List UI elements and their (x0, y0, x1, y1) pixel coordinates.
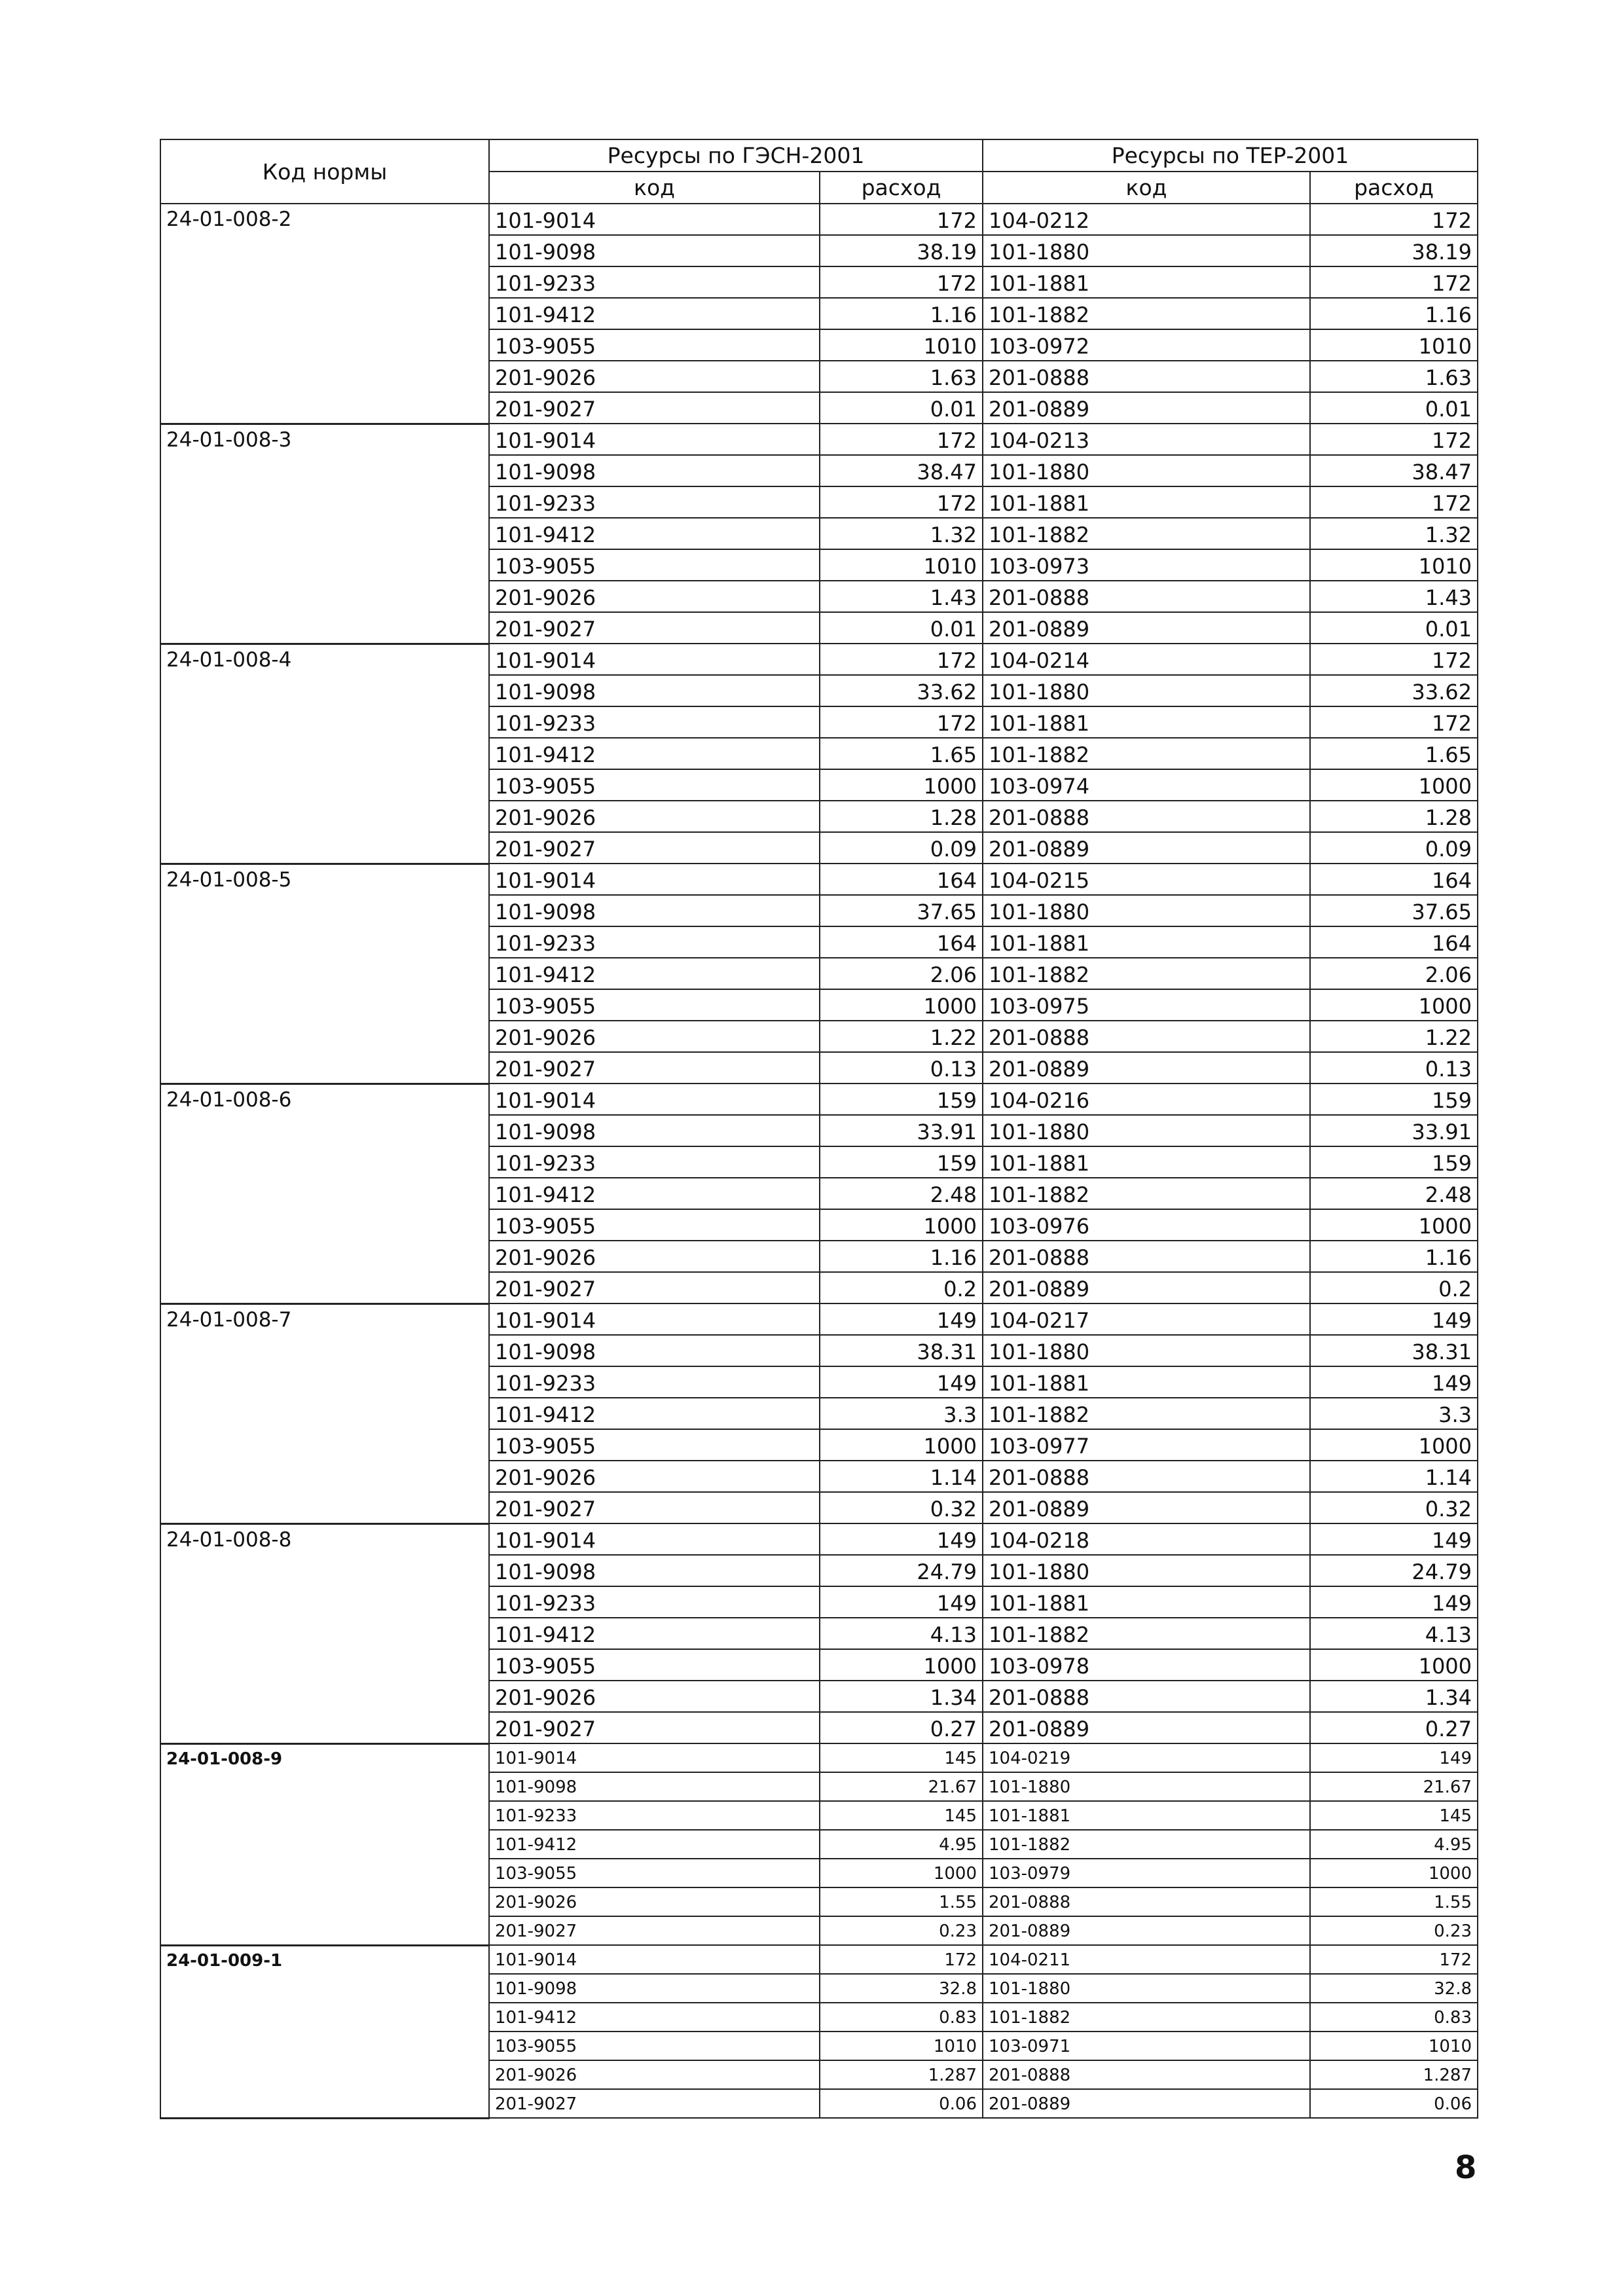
ter-consumption-cell: 2.06 (1310, 958, 1478, 989)
ter-code-cell: 101-1880 (983, 235, 1310, 266)
gesn-consumption-cell: 1.32 (820, 518, 983, 549)
gesn-consumption-cell: 1000 (820, 1209, 983, 1241)
ter-code-cell: 201-0889 (983, 1492, 1310, 1523)
ter-consumption-cell: 172 (1310, 644, 1478, 675)
table-body (160, 204, 1478, 2118)
gesn-code-cell: 101-9098 (489, 1974, 820, 2003)
ter-code-cell: 101-1881 (983, 926, 1310, 958)
resources-table (160, 139, 1478, 2119)
ter-consumption-cell: 0.27 (1310, 1712, 1478, 1743)
header-norm-code: Код нормы (160, 139, 489, 204)
ter-consumption-cell: 1000 (1310, 769, 1478, 801)
ter-code-cell: 103-0974 (983, 769, 1310, 801)
gesn-consumption-cell: 1.65 (820, 738, 983, 769)
ter-code-cell: 101-1880 (983, 1115, 1310, 1146)
table-row (160, 644, 1478, 675)
gesn-consumption-cell: 21.67 (820, 1772, 983, 1801)
gesn-code-cell: 101-9412 (489, 1830, 820, 1859)
ter-consumption-cell: 172 (1310, 706, 1478, 738)
ter-consumption-cell: 0.23 (1310, 1916, 1478, 1945)
ter-consumption-cell: 3.3 (1310, 1398, 1478, 1429)
ter-consumption-cell: 1.32 (1310, 518, 1478, 549)
header-ter-consumption: расход (1310, 172, 1478, 204)
gesn-consumption-cell: 172 (820, 204, 983, 235)
page-number: 8 (1455, 2149, 1477, 2186)
ter-consumption-cell: 1.16 (1310, 1241, 1478, 1272)
ter-code-cell: 201-0888 (983, 361, 1310, 392)
gesn-code-cell: 101-9014 (489, 1743, 820, 1772)
gesn-consumption-cell: 164 (820, 864, 983, 895)
table-header (160, 139, 1478, 204)
ter-code-cell: 104-0219 (983, 1743, 1310, 1772)
ter-code-cell: 101-1880 (983, 1772, 1310, 1801)
ter-consumption-cell: 0.83 (1310, 2003, 1478, 2032)
gesn-code-cell: 201-9026 (489, 1241, 820, 1272)
gesn-consumption-cell: 172 (820, 424, 983, 455)
ter-consumption-cell: 33.91 (1310, 1115, 1478, 1146)
gesn-code-cell: 101-9098 (489, 235, 820, 266)
ter-code-cell: 101-1882 (983, 738, 1310, 769)
gesn-consumption-cell: 33.62 (820, 675, 983, 706)
ter-consumption-cell: 1.22 (1310, 1021, 1478, 1052)
gesn-consumption-cell: 1.22 (820, 1021, 983, 1052)
ter-consumption-cell: 1000 (1310, 1209, 1478, 1241)
gesn-consumption-cell: 37.65 (820, 895, 983, 926)
ter-consumption-cell: 1.65 (1310, 738, 1478, 769)
ter-code-cell: 201-0889 (983, 1712, 1310, 1743)
ter-consumption-cell: 1000 (1310, 1649, 1478, 1681)
ter-code-cell: 103-0978 (983, 1649, 1310, 1681)
ter-consumption-cell: 1.55 (1310, 1887, 1478, 1916)
ter-code-cell: 101-1882 (983, 1398, 1310, 1429)
ter-code-cell: 201-0889 (983, 1272, 1310, 1303)
gesn-code-cell: 101-9098 (489, 675, 820, 706)
gesn-code-cell: 201-9026 (489, 1681, 820, 1712)
ter-code-cell: 101-1880 (983, 1335, 1310, 1366)
gesn-consumption-cell: 159 (820, 1146, 983, 1178)
header-gesn-resources: Ресурсы по ГЭСН-2001 (489, 139, 983, 172)
gesn-code-cell: 101-9014 (489, 1084, 820, 1115)
ter-consumption-cell: 33.62 (1310, 675, 1478, 706)
gesn-code-cell: 201-9027 (489, 832, 820, 864)
ter-code-cell: 201-0888 (983, 1021, 1310, 1052)
norm-code-cell: 24-01-008-5 (160, 864, 489, 1084)
ter-code-cell: 101-1882 (983, 958, 1310, 989)
ter-code-cell: 101-1882 (983, 1178, 1310, 1209)
gesn-consumption-cell: 1.63 (820, 361, 983, 392)
table-row (160, 1523, 1478, 1555)
ter-code-cell: 103-0971 (983, 2032, 1310, 2060)
gesn-code-cell: 101-9098 (489, 1555, 820, 1586)
gesn-consumption-cell: 38.31 (820, 1335, 983, 1366)
ter-code-cell: 101-1882 (983, 1618, 1310, 1649)
table-row (160, 1945, 1478, 1974)
gesn-code-cell: 103-9055 (489, 1429, 820, 1461)
ter-code-cell: 101-1882 (983, 518, 1310, 549)
ter-consumption-cell: 172 (1310, 266, 1478, 298)
gesn-code-cell: 101-9412 (489, 738, 820, 769)
ter-code-cell: 101-1882 (983, 298, 1310, 329)
ter-consumption-cell: 1.287 (1310, 2060, 1478, 2089)
gesn-code-cell: 201-9027 (489, 1916, 820, 1945)
ter-code-cell: 104-0213 (983, 424, 1310, 455)
gesn-consumption-cell: 149 (820, 1303, 983, 1335)
ter-consumption-cell: 1000 (1310, 1859, 1478, 1887)
gesn-consumption-cell: 2.06 (820, 958, 983, 989)
ter-code-cell: 201-0889 (983, 612, 1310, 644)
gesn-code-cell: 103-9055 (489, 989, 820, 1021)
gesn-consumption-cell: 149 (820, 1366, 983, 1398)
gesn-consumption-cell: 0.83 (820, 2003, 983, 2032)
ter-consumption-cell: 1.28 (1310, 801, 1478, 832)
gesn-code-cell: 101-9233 (489, 1146, 820, 1178)
ter-consumption-cell: 172 (1310, 1945, 1478, 1974)
gesn-consumption-cell: 0.23 (820, 1916, 983, 1945)
ter-consumption-cell: 32.8 (1310, 1974, 1478, 2003)
ter-consumption-cell: 1000 (1310, 1429, 1478, 1461)
gesn-consumption-cell: 1000 (820, 1649, 983, 1681)
gesn-code-cell: 201-9027 (489, 392, 820, 424)
gesn-consumption-cell: 145 (820, 1743, 983, 1772)
header-ter-resources: Ресурсы по ТЕР-2001 (983, 139, 1478, 172)
ter-code-cell: 101-1881 (983, 706, 1310, 738)
gesn-consumption-cell: 172 (820, 266, 983, 298)
table-row (160, 1084, 1478, 1115)
gesn-consumption-cell: 1000 (820, 769, 983, 801)
gesn-consumption-cell: 4.95 (820, 1830, 983, 1859)
gesn-consumption-cell: 172 (820, 644, 983, 675)
ter-code-cell: 104-0216 (983, 1084, 1310, 1115)
header-gesn-code: код (489, 172, 820, 204)
ter-code-cell: 101-1880 (983, 1555, 1310, 1586)
ter-code-cell: 201-0889 (983, 1052, 1310, 1084)
gesn-code-cell: 101-9233 (489, 706, 820, 738)
gesn-consumption-cell: 0.2 (820, 1272, 983, 1303)
ter-code-cell: 104-0214 (983, 644, 1310, 675)
gesn-consumption-cell: 1010 (820, 2032, 983, 2060)
ter-consumption-cell: 1.14 (1310, 1461, 1478, 1492)
ter-code-cell: 201-0888 (983, 1241, 1310, 1272)
gesn-code-cell: 101-9412 (489, 2003, 820, 2032)
gesn-consumption-cell: 1.16 (820, 298, 983, 329)
gesn-code-cell: 101-9233 (489, 266, 820, 298)
norm-code-cell: 24-01-008-6 (160, 1084, 489, 1303)
ter-code-cell: 101-1882 (983, 1830, 1310, 1859)
gesn-consumption-cell: 0.01 (820, 612, 983, 644)
table-row (160, 204, 1478, 235)
gesn-code-cell: 101-9098 (489, 1772, 820, 1801)
gesn-code-cell: 101-9233 (489, 926, 820, 958)
gesn-code-cell: 101-9098 (489, 1115, 820, 1146)
gesn-code-cell: 101-9014 (489, 1945, 820, 1974)
norm-code-cell: 24-01-008-7 (160, 1303, 489, 1523)
ter-consumption-cell: 149 (1310, 1366, 1478, 1398)
ter-consumption-cell: 145 (1310, 1801, 1478, 1830)
gesn-consumption-cell: 32.8 (820, 1974, 983, 2003)
norm-code-cell: 24-01-008-4 (160, 644, 489, 864)
gesn-code-cell: 101-9014 (489, 1523, 820, 1555)
norm-code-cell: 24-01-008-8 (160, 1523, 489, 1743)
gesn-code-cell: 103-9055 (489, 329, 820, 361)
gesn-code-cell: 201-9026 (489, 1021, 820, 1052)
ter-consumption-cell: 37.65 (1310, 895, 1478, 926)
gesn-consumption-cell: 0.27 (820, 1712, 983, 1743)
gesn-consumption-cell: 1.287 (820, 2060, 983, 2089)
gesn-code-cell: 201-9026 (489, 1887, 820, 1916)
gesn-consumption-cell: 38.19 (820, 235, 983, 266)
gesn-code-cell: 101-9098 (489, 895, 820, 926)
gesn-code-cell: 101-9412 (489, 298, 820, 329)
gesn-consumption-cell: 38.47 (820, 455, 983, 486)
gesn-consumption-cell: 145 (820, 1801, 983, 1830)
gesn-code-cell: 101-9412 (489, 1618, 820, 1649)
ter-code-cell: 201-0888 (983, 801, 1310, 832)
gesn-code-cell: 101-9412 (489, 958, 820, 989)
ter-code-cell: 201-0888 (983, 1681, 1310, 1712)
norm-code-cell: 24-01-008-9 (160, 1743, 489, 1945)
gesn-code-cell: 201-9026 (489, 2060, 820, 2089)
gesn-consumption-cell: 1.43 (820, 581, 983, 612)
gesn-consumption-cell: 0.09 (820, 832, 983, 864)
gesn-consumption-cell: 1.16 (820, 1241, 983, 1272)
table-row (160, 864, 1478, 895)
gesn-code-cell: 101-9014 (489, 864, 820, 895)
gesn-code-cell: 201-9026 (489, 801, 820, 832)
gesn-code-cell: 201-9027 (489, 1492, 820, 1523)
ter-code-cell: 103-0976 (983, 1209, 1310, 1241)
gesn-code-cell: 101-9014 (489, 644, 820, 675)
gesn-code-cell: 101-9098 (489, 1335, 820, 1366)
table-row (160, 1303, 1478, 1335)
gesn-code-cell: 103-9055 (489, 549, 820, 581)
ter-consumption-cell: 172 (1310, 424, 1478, 455)
ter-code-cell: 201-0888 (983, 1887, 1310, 1916)
ter-code-cell: 101-1881 (983, 1801, 1310, 1830)
ter-code-cell: 101-1880 (983, 1974, 1310, 2003)
ter-code-cell: 104-0218 (983, 1523, 1310, 1555)
ter-code-cell: 104-0211 (983, 1945, 1310, 1974)
gesn-consumption-cell: 149 (820, 1586, 983, 1618)
ter-consumption-cell: 172 (1310, 204, 1478, 235)
ter-consumption-cell: 4.13 (1310, 1618, 1478, 1649)
norm-code-cell: 24-01-008-2 (160, 204, 489, 424)
gesn-consumption-cell: 172 (820, 1945, 983, 1974)
ter-consumption-cell: 1010 (1310, 2032, 1478, 2060)
table-row (160, 424, 1478, 455)
ter-consumption-cell: 0.2 (1310, 1272, 1478, 1303)
gesn-code-cell: 101-9098 (489, 455, 820, 486)
ter-consumption-cell: 0.01 (1310, 612, 1478, 644)
gesn-consumption-cell: 1010 (820, 549, 983, 581)
gesn-code-cell: 201-9026 (489, 1461, 820, 1492)
ter-consumption-cell: 24.79 (1310, 1555, 1478, 1586)
ter-consumption-cell: 0.06 (1310, 2089, 1478, 2118)
gesn-code-cell: 101-9014 (489, 424, 820, 455)
norm-code-cell: 24-01-009-1 (160, 1945, 489, 2118)
gesn-consumption-cell: 33.91 (820, 1115, 983, 1146)
gesn-consumption-cell: 1000 (820, 989, 983, 1021)
ter-consumption-cell: 164 (1310, 864, 1478, 895)
ter-code-cell: 201-0888 (983, 2060, 1310, 2089)
ter-consumption-cell: 149 (1310, 1586, 1478, 1618)
gesn-consumption-cell: 24.79 (820, 1555, 983, 1586)
ter-code-cell: 201-0889 (983, 392, 1310, 424)
ter-code-cell: 101-1881 (983, 1146, 1310, 1178)
table-row (160, 1743, 1478, 1772)
ter-code-cell: 201-0889 (983, 1916, 1310, 1945)
gesn-code-cell: 101-9014 (489, 204, 820, 235)
gesn-code-cell: 201-9027 (489, 612, 820, 644)
gesn-code-cell: 201-9027 (489, 1712, 820, 1743)
ter-code-cell: 201-0888 (983, 1461, 1310, 1492)
gesn-consumption-cell: 1010 (820, 329, 983, 361)
gesn-consumption-cell: 149 (820, 1523, 983, 1555)
ter-consumption-cell: 1.63 (1310, 361, 1478, 392)
gesn-code-cell: 101-9412 (489, 518, 820, 549)
gesn-consumption-cell: 2.48 (820, 1178, 983, 1209)
gesn-consumption-cell: 1.55 (820, 1887, 983, 1916)
ter-consumption-cell: 0.32 (1310, 1492, 1478, 1523)
gesn-consumption-cell: 172 (820, 706, 983, 738)
gesn-consumption-cell: 0.01 (820, 392, 983, 424)
ter-code-cell: 101-1881 (983, 486, 1310, 518)
header-ter-code: код (983, 172, 1310, 204)
ter-consumption-cell: 1000 (1310, 989, 1478, 1021)
ter-consumption-cell: 38.31 (1310, 1335, 1478, 1366)
gesn-code-cell: 101-9233 (489, 486, 820, 518)
ter-code-cell: 101-1882 (983, 2003, 1310, 2032)
ter-code-cell: 104-0217 (983, 1303, 1310, 1335)
gesn-consumption-cell: 159 (820, 1084, 983, 1115)
ter-code-cell: 103-0979 (983, 1859, 1310, 1887)
ter-consumption-cell: 1.43 (1310, 581, 1478, 612)
ter-code-cell: 101-1881 (983, 1366, 1310, 1398)
ter-code-cell: 104-0215 (983, 864, 1310, 895)
gesn-consumption-cell: 1000 (820, 1859, 983, 1887)
gesn-consumption-cell: 3.3 (820, 1398, 983, 1429)
ter-consumption-cell: 1.34 (1310, 1681, 1478, 1712)
ter-code-cell: 101-1880 (983, 455, 1310, 486)
ter-consumption-cell: 149 (1310, 1523, 1478, 1555)
ter-consumption-cell: 21.67 (1310, 1772, 1478, 1801)
ter-code-cell: 103-0975 (983, 989, 1310, 1021)
ter-code-cell: 201-0888 (983, 581, 1310, 612)
gesn-code-cell: 201-9026 (489, 581, 820, 612)
gesn-code-cell: 201-9026 (489, 361, 820, 392)
gesn-code-cell: 201-9027 (489, 1052, 820, 1084)
ter-consumption-cell: 4.95 (1310, 1830, 1478, 1859)
ter-code-cell: 201-0889 (983, 832, 1310, 864)
gesn-code-cell: 101-9412 (489, 1398, 820, 1429)
gesn-consumption-cell: 1000 (820, 1429, 983, 1461)
gesn-code-cell: 103-9055 (489, 1649, 820, 1681)
gesn-code-cell: 103-9055 (489, 1859, 820, 1887)
ter-consumption-cell: 1010 (1310, 329, 1478, 361)
gesn-code-cell: 101-9233 (489, 1801, 820, 1830)
ter-consumption-cell: 0.01 (1310, 392, 1478, 424)
ter-consumption-cell: 0.09 (1310, 832, 1478, 864)
gesn-consumption-cell: 0.06 (820, 2089, 983, 2118)
gesn-consumption-cell: 1.28 (820, 801, 983, 832)
ter-consumption-cell: 1.16 (1310, 298, 1478, 329)
norm-code-cell: 24-01-008-3 (160, 424, 489, 644)
gesn-consumption-cell: 0.32 (820, 1492, 983, 1523)
ter-code-cell: 103-0973 (983, 549, 1310, 581)
gesn-code-cell: 103-9055 (489, 1209, 820, 1241)
ter-consumption-cell: 164 (1310, 926, 1478, 958)
ter-consumption-cell: 172 (1310, 486, 1478, 518)
gesn-code-cell: 101-9233 (489, 1366, 820, 1398)
gesn-code-cell: 101-9412 (489, 1178, 820, 1209)
ter-consumption-cell: 2.48 (1310, 1178, 1478, 1209)
gesn-consumption-cell: 1.14 (820, 1461, 983, 1492)
ter-code-cell: 103-0972 (983, 329, 1310, 361)
ter-code-cell: 103-0977 (983, 1429, 1310, 1461)
ter-code-cell: 101-1881 (983, 266, 1310, 298)
ter-code-cell: 101-1880 (983, 675, 1310, 706)
gesn-consumption-cell: 0.13 (820, 1052, 983, 1084)
ter-consumption-cell: 149 (1310, 1303, 1478, 1335)
ter-code-cell: 101-1880 (983, 895, 1310, 926)
ter-consumption-cell: 159 (1310, 1084, 1478, 1115)
gesn-consumption-cell: 172 (820, 486, 983, 518)
ter-consumption-cell: 149 (1310, 1743, 1478, 1772)
ter-consumption-cell: 159 (1310, 1146, 1478, 1178)
ter-code-cell: 101-1881 (983, 1586, 1310, 1618)
ter-consumption-cell: 0.13 (1310, 1052, 1478, 1084)
gesn-consumption-cell: 4.13 (820, 1618, 983, 1649)
gesn-code-cell: 201-9027 (489, 2089, 820, 2118)
ter-consumption-cell: 38.47 (1310, 455, 1478, 486)
gesn-code-cell: 103-9055 (489, 769, 820, 801)
ter-consumption-cell: 1010 (1310, 549, 1478, 581)
gesn-code-cell: 201-9027 (489, 1272, 820, 1303)
gesn-consumption-cell: 164 (820, 926, 983, 958)
gesn-code-cell: 101-9233 (489, 1586, 820, 1618)
ter-code-cell: 104-0212 (983, 204, 1310, 235)
gesn-code-cell: 101-9014 (489, 1303, 820, 1335)
header-gesn-consumption: расход (820, 172, 983, 204)
gesn-consumption-cell: 1.34 (820, 1681, 983, 1712)
ter-consumption-cell: 38.19 (1310, 235, 1478, 266)
ter-code-cell: 201-0889 (983, 2089, 1310, 2118)
gesn-code-cell: 103-9055 (489, 2032, 820, 2060)
